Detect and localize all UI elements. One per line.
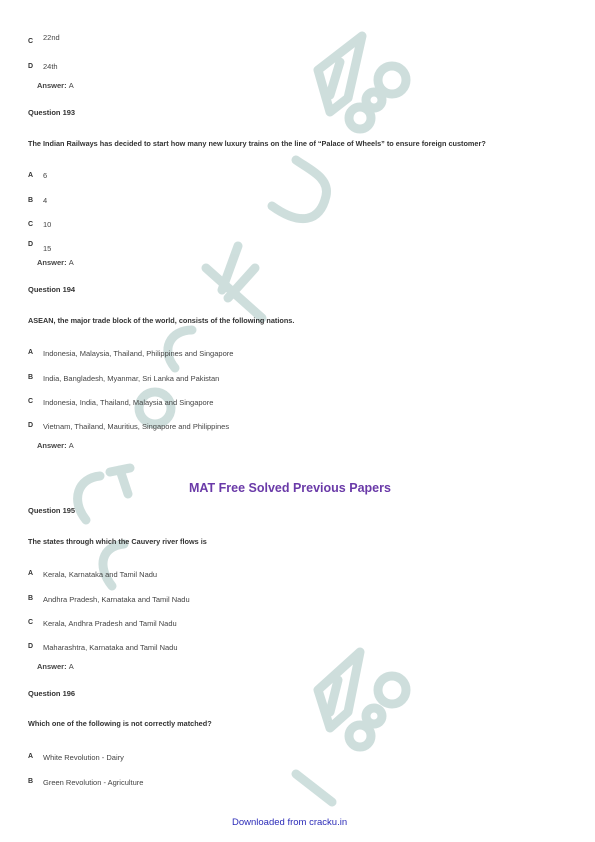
footer-link[interactable]: Downloaded from cracku.in	[232, 817, 348, 828]
question-title: Question 195	[28, 506, 76, 515]
option-letter: B	[28, 778, 34, 785]
option-text: White Revolution - Dairy	[43, 753, 124, 762]
option-text: 6	[43, 171, 48, 180]
section-heading[interactable]: MAT Free Solved Previous Papers	[189, 481, 391, 495]
option-letter: D	[28, 422, 34, 429]
option-letter: C	[28, 398, 34, 405]
option-letter: A	[28, 172, 34, 179]
option-text: 22nd	[43, 33, 60, 42]
option-letter: B	[28, 595, 34, 602]
option-letter: B	[28, 374, 34, 381]
question-text: The Indian Railways has decided to start how many new luxury trains on the line of “Palace of Wheels” to ensure foreign customer?	[28, 139, 486, 148]
question-title: Question 194	[28, 285, 76, 294]
answer-line: Answer: A	[37, 81, 74, 90]
option-letter: B	[28, 197, 34, 204]
option-letter: C	[28, 221, 34, 228]
option-text: Maharashtra, Karnataka and Tamil Nadu	[43, 643, 178, 652]
option-text: 10	[43, 220, 52, 229]
option-text: 15	[43, 244, 52, 253]
option-text: Kerala, Andhra Pradesh and Tamil Nadu	[43, 619, 177, 628]
answer-line: Answer: A	[37, 258, 74, 267]
option-letter: A	[28, 349, 34, 356]
option-text: Andhra Pradesh, Karnataka and Tamil Nadu	[43, 595, 190, 604]
option-text: 24th	[43, 62, 58, 71]
question-title: Question 196	[28, 689, 76, 698]
answer-line: Answer: A	[37, 441, 74, 450]
question-text: The states through which the Cauvery river flows is	[28, 537, 207, 546]
option-text: Vietnam, Thailand, Mauritius, Singapore and Philippines	[43, 422, 230, 431]
option-text: Indonesia, Malaysia, Thailand, Philippines and Singapore	[43, 349, 234, 358]
option-letter: C	[28, 38, 34, 45]
option-text: Kerala, Karnataka and Tamil Nadu	[43, 570, 158, 579]
option-letter: D	[28, 63, 34, 70]
option-letter: A	[28, 753, 34, 760]
option-letter: C	[28, 619, 34, 626]
question-text: ASEAN, the major trade block of the world, consists of the following nations.	[28, 316, 295, 325]
option-text: Green Revolution - Agriculture	[43, 778, 144, 787]
option-text: Indonesia, India, Thailand, Malaysia and Singapore	[43, 398, 214, 407]
question-title: Question 193	[28, 108, 76, 117]
option-letter: D	[28, 643, 34, 650]
question-text: Which one of the following is not correctly matched?	[28, 719, 212, 728]
option-text: 4	[43, 196, 48, 205]
option-letter: A	[28, 570, 34, 577]
option-letter: D	[28, 241, 34, 248]
option-text: India, Bangladesh, Myanmar, Sri Lanka and Pakistan	[43, 374, 220, 383]
answer-line: Answer: A	[37, 662, 74, 671]
